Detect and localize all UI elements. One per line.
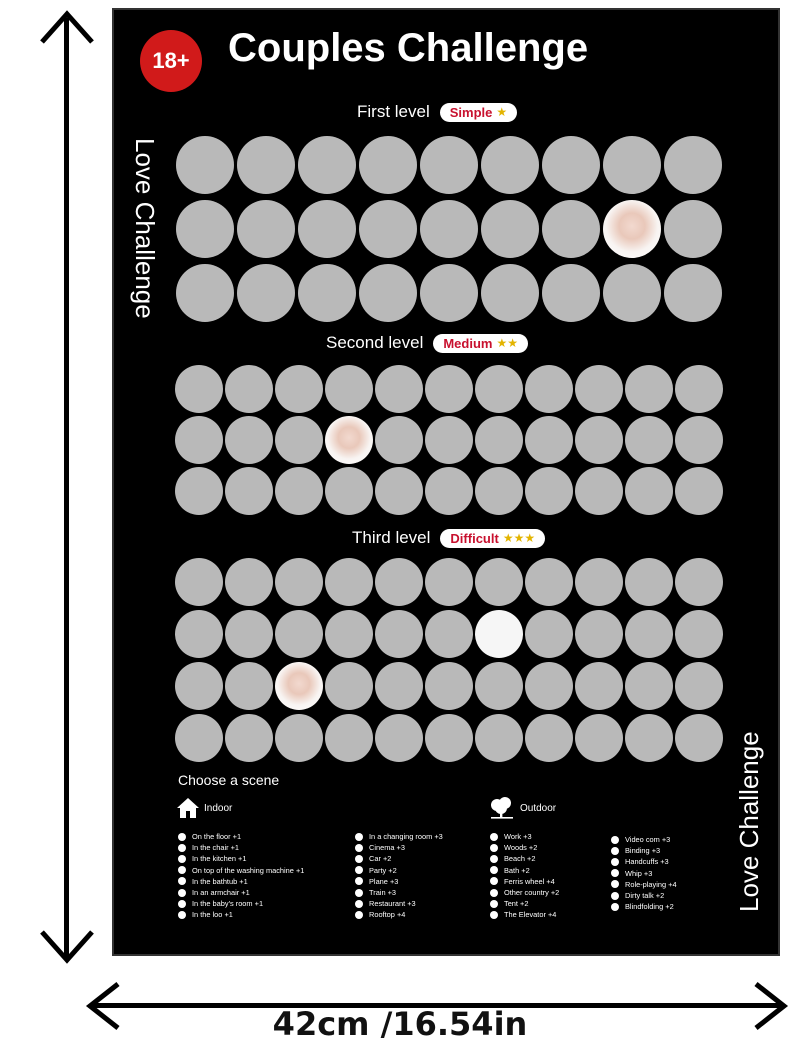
scene-item <box>355 898 443 909</box>
outdoor-list-1 <box>490 831 559 921</box>
scratch-circle[interactable] <box>175 662 223 710</box>
scene-item <box>490 876 559 887</box>
scratch-circle[interactable] <box>575 416 623 464</box>
side-text-left-label: Love Challenge <box>130 138 160 319</box>
scene-item <box>355 909 443 920</box>
checkbox-dot-icon <box>611 847 619 855</box>
checkbox-dot-icon <box>490 889 498 897</box>
scene-item <box>611 834 677 845</box>
scratch-circle[interactable] <box>225 416 273 464</box>
scratch-circle[interactable] <box>298 200 356 258</box>
checkbox-dot-icon <box>178 866 186 874</box>
scene-item-label: Whip +3 <box>625 868 653 878</box>
level-2-difficulty-pill <box>433 334 528 353</box>
scratch-circle[interactable] <box>425 416 473 464</box>
outdoor-list-2 <box>611 834 677 912</box>
indoor-heading <box>176 797 232 819</box>
scratch-circle[interactable] <box>603 264 661 322</box>
scratch-circle[interactable] <box>298 136 356 194</box>
indoor-label: Indoor <box>204 802 233 814</box>
scratch-circle[interactable] <box>225 365 273 413</box>
scratch-circle[interactable] <box>359 136 417 194</box>
scratch-circle[interactable] <box>420 264 478 322</box>
scratch-circle[interactable] <box>425 662 473 710</box>
scratch-circle[interactable] <box>225 714 273 762</box>
scene-item-label: Restaurant +3 <box>369 899 416 909</box>
scene-item-label: Tent +2 <box>504 899 529 909</box>
scene-item <box>178 831 304 842</box>
arrow-down-icon <box>38 928 96 968</box>
scene-item <box>611 845 677 856</box>
scene-item <box>490 865 559 876</box>
scratch-circle[interactable] <box>375 467 423 515</box>
checkbox-dot-icon <box>355 889 363 897</box>
scratch-circle[interactable] <box>575 714 623 762</box>
checkbox-dot-icon <box>355 911 363 919</box>
scratch-circle[interactable] <box>175 558 223 606</box>
scene-item-label: Dirty talk +2 <box>625 891 665 901</box>
scene-item-label: In an armchair +1 <box>192 888 250 898</box>
scene-item-label: Car +2 <box>369 854 392 864</box>
checkbox-dot-icon <box>611 858 619 866</box>
scene-item <box>490 853 559 864</box>
scratch-circle[interactable] <box>425 558 473 606</box>
scene-item <box>611 868 677 879</box>
scratch-circle[interactable] <box>420 136 478 194</box>
checkbox-dot-icon <box>611 836 619 844</box>
scratch-circle[interactable] <box>225 558 273 606</box>
scratch-circle[interactable] <box>675 610 723 658</box>
scene-item-label: Bath +2 <box>504 865 530 875</box>
level-3-difficulty-pill <box>440 529 545 548</box>
scene-item-label: On the floor +1 <box>192 832 242 842</box>
scratch-circle[interactable] <box>475 662 523 710</box>
level-1-difficulty-pill <box>440 103 517 122</box>
scene-item-label: In the bathtub +1 <box>192 876 248 886</box>
scratch-circle[interactable] <box>275 416 323 464</box>
checkbox-dot-icon <box>490 900 498 908</box>
poster-title: Couples Challenge <box>228 26 589 70</box>
scene-item-label: Work +3 <box>504 832 532 842</box>
scene-item-label: Party +2 <box>369 865 397 875</box>
scratch-circle[interactable] <box>325 558 373 606</box>
scratch-circle[interactable] <box>375 365 423 413</box>
scratch-circle[interactable] <box>625 558 673 606</box>
checkbox-dot-icon <box>490 844 498 852</box>
scratch-circle[interactable] <box>375 714 423 762</box>
scratch-circle[interactable] <box>542 200 600 258</box>
scratch-circle[interactable] <box>675 416 723 464</box>
scene-item-label: On top of the washing machine +1 <box>192 865 305 875</box>
scene-item <box>490 887 559 898</box>
checkbox-dot-icon <box>490 855 498 863</box>
level-1-heading <box>357 102 517 122</box>
scratch-circle[interactable] <box>525 610 573 658</box>
scratch-circle[interactable] <box>175 714 223 762</box>
checkbox-dot-icon <box>490 833 498 841</box>
scratch-circle[interactable] <box>237 264 295 322</box>
scene-item-label: In the baby's room +1 <box>192 899 264 909</box>
scratch-circle[interactable] <box>475 610 523 658</box>
scratch-circle[interactable] <box>475 558 523 606</box>
scratch-circle[interactable] <box>575 365 623 413</box>
scene-item <box>355 853 443 864</box>
scratch-circle[interactable] <box>575 610 623 658</box>
outdoor-label: Outdoor <box>520 802 557 814</box>
scratch-circle[interactable] <box>625 416 673 464</box>
scratch-circle[interactable] <box>675 662 723 710</box>
scratch-circle[interactable] <box>475 467 523 515</box>
indoor-list-2 <box>355 831 443 921</box>
checkbox-dot-icon <box>355 844 363 852</box>
scene-item <box>611 879 677 890</box>
scratch-circle[interactable] <box>481 200 539 258</box>
age-badge: 18+ <box>140 30 202 92</box>
scene-item-label: Plane +3 <box>369 876 399 886</box>
scratch-circle[interactable] <box>359 200 417 258</box>
level-1-stars: ★ <box>496 105 508 119</box>
scratch-circle[interactable] <box>525 558 573 606</box>
level-1-difficulty: Simple <box>449 104 493 120</box>
scene-item-label: Blindfolding +2 <box>625 902 674 912</box>
scratch-circle[interactable] <box>625 467 673 515</box>
checkbox-dot-icon <box>355 877 363 885</box>
scratch-circle[interactable] <box>603 200 661 258</box>
level-2-name: Second level <box>326 333 424 352</box>
scratch-circle[interactable] <box>298 264 356 322</box>
scratch-circle[interactable] <box>375 610 423 658</box>
scratch-circle[interactable] <box>325 467 373 515</box>
scratch-circle[interactable] <box>176 264 234 322</box>
scratch-circle[interactable] <box>664 200 722 258</box>
scratch-circle[interactable] <box>275 610 323 658</box>
scratch-circle[interactable] <box>542 264 600 322</box>
checkbox-dot-icon <box>611 892 619 900</box>
side-text-right-label: Love Challenge <box>734 731 764 912</box>
scene-item <box>355 876 443 887</box>
scene-item-label: Role-playing +4 <box>625 879 677 889</box>
scene-item <box>178 898 304 909</box>
checkbox-dot-icon <box>178 900 186 908</box>
scene-item-label: In the loo +1 <box>192 910 233 920</box>
scratch-circle[interactable] <box>237 136 295 194</box>
scratch-circle[interactable] <box>275 714 323 762</box>
level-3-name: Third level <box>352 528 431 547</box>
checkbox-dot-icon <box>611 903 619 911</box>
scratch-circle[interactable] <box>575 558 623 606</box>
scratch-circle[interactable] <box>225 610 273 658</box>
scene-item-label: The Elevator +4 <box>504 910 557 920</box>
scratch-circle[interactable] <box>675 558 723 606</box>
scratch-circle[interactable] <box>175 467 223 515</box>
scratch-circle[interactable] <box>475 416 523 464</box>
scratch-circle[interactable] <box>525 714 573 762</box>
scene-item-label: Handcuffs +3 <box>625 857 669 867</box>
scratch-circle[interactable] <box>176 136 234 194</box>
checkbox-dot-icon <box>178 889 186 897</box>
scratch-circle[interactable] <box>675 714 723 762</box>
scratch-circle[interactable] <box>475 365 523 413</box>
checkbox-dot-icon <box>355 866 363 874</box>
scratch-circle[interactable] <box>175 365 223 413</box>
checkbox-dot-icon <box>490 866 498 874</box>
scene-item <box>490 842 559 853</box>
indoor-list-1 <box>178 831 304 921</box>
scratch-circle[interactable] <box>325 714 373 762</box>
arrow-up-icon <box>38 6 96 46</box>
scratch-circle[interactable] <box>175 610 223 658</box>
scratch-circle[interactable] <box>359 264 417 322</box>
scratch-circle[interactable] <box>375 416 423 464</box>
scratch-circle[interactable] <box>525 365 573 413</box>
scene-item-label: In the kitchen +1 <box>192 854 247 864</box>
scratch-circle[interactable] <box>275 558 323 606</box>
scratch-circle[interactable] <box>275 365 323 413</box>
scene-item <box>178 876 304 887</box>
scene-item <box>611 890 677 901</box>
scratch-circle[interactable] <box>375 662 423 710</box>
scene-item <box>355 865 443 876</box>
scratch-circle[interactable] <box>525 467 573 515</box>
scene-item <box>611 901 677 912</box>
scratch-circle[interactable] <box>575 467 623 515</box>
scratch-circle[interactable] <box>675 467 723 515</box>
scene-item-label: Rooftop +4 <box>369 910 406 920</box>
level-3-heading <box>352 528 545 548</box>
outdoor-heading <box>488 797 556 819</box>
scene-title: Choose a scene <box>178 772 280 788</box>
checkbox-dot-icon <box>178 844 186 852</box>
level-2-heading <box>326 333 528 353</box>
checkbox-dot-icon <box>490 911 498 919</box>
scratch-circle[interactable] <box>664 264 722 322</box>
scratch-circle[interactable] <box>275 467 323 515</box>
scratch-circle[interactable] <box>325 365 373 413</box>
checkbox-dot-icon <box>178 911 186 919</box>
scratch-circle[interactable] <box>420 200 478 258</box>
scene-item <box>178 909 304 920</box>
scratch-circle[interactable] <box>475 714 523 762</box>
scratch-circle[interactable] <box>225 467 273 515</box>
scene-item <box>355 887 443 898</box>
scene-item <box>611 856 677 867</box>
scene-item-label: Cinema +3 <box>369 843 405 853</box>
house-icon <box>176 797 200 819</box>
scratch-circle[interactable] <box>525 662 573 710</box>
scratch-circle[interactable] <box>325 610 373 658</box>
scratch-circle[interactable] <box>237 200 295 258</box>
checkbox-dot-icon <box>490 877 498 885</box>
scene-item <box>490 831 559 842</box>
checkbox-dot-icon <box>178 833 186 841</box>
scene-item <box>178 887 304 898</box>
level-2-stars: ★★ <box>496 336 518 350</box>
scratch-circle[interactable] <box>542 136 600 194</box>
level-1-name: First level <box>357 102 430 121</box>
scratch-circle[interactable] <box>675 365 723 413</box>
scratch-circle[interactable] <box>325 416 373 464</box>
scratch-circle[interactable] <box>625 714 673 762</box>
scene-item <box>355 842 443 853</box>
scene-item-label: Binding +3 <box>625 846 661 856</box>
scratch-circle[interactable] <box>575 662 623 710</box>
scene-item <box>178 842 304 853</box>
scratch-circle[interactable] <box>325 662 373 710</box>
scratch-circle[interactable] <box>603 136 661 194</box>
scratch-circle[interactable] <box>425 365 473 413</box>
scene-item-label: Woods +2 <box>504 843 538 853</box>
scratch-circle[interactable] <box>481 136 539 194</box>
scene-item-label: Beach +2 <box>504 854 536 864</box>
scene-item-label: Video com +3 <box>625 835 671 845</box>
scratch-circle[interactable] <box>625 365 673 413</box>
checkbox-dot-icon <box>611 880 619 888</box>
checkbox-dot-icon <box>355 833 363 841</box>
level-2-difficulty: Medium <box>443 335 493 351</box>
scene-item-label: In a changing room +3 <box>369 832 443 842</box>
scratch-circle[interactable] <box>664 136 722 194</box>
scratch-circle[interactable] <box>175 416 223 464</box>
level-3-stars: ★★★ <box>502 531 536 545</box>
checkbox-dot-icon <box>178 877 186 885</box>
scene-item <box>178 865 304 876</box>
scratch-circle[interactable] <box>625 610 673 658</box>
level-3-difficulty: Difficult <box>450 530 499 546</box>
checkbox-dot-icon <box>355 900 363 908</box>
scratch-circle[interactable] <box>525 416 573 464</box>
scene-item-label: In the chair +1 <box>192 843 240 853</box>
checkbox-dot-icon <box>355 855 363 863</box>
scratch-circle[interactable] <box>481 264 539 322</box>
height-dimension-line <box>64 18 69 958</box>
checkbox-dot-icon <box>611 869 619 877</box>
width-dimension-label: 42cm /16.54in <box>272 1005 528 1043</box>
scratch-circle[interactable] <box>176 200 234 258</box>
scene-item <box>490 898 559 909</box>
scene-item-label: Other country +2 <box>504 888 560 898</box>
scene-item-label: Train +3 <box>369 888 397 898</box>
checkbox-dot-icon <box>178 855 186 863</box>
tree-icon <box>488 797 516 819</box>
scratch-circle[interactable] <box>375 558 423 606</box>
scene-item <box>490 909 559 920</box>
scene-item-label: Ferris wheel +4 <box>504 876 555 886</box>
scratch-circle[interactable] <box>425 467 473 515</box>
scratch-circle[interactable] <box>225 662 273 710</box>
scratch-circle[interactable] <box>275 662 323 710</box>
scratch-circle[interactable] <box>425 610 473 658</box>
scene-item <box>355 831 443 842</box>
scene-item <box>178 853 304 864</box>
scratch-circle[interactable] <box>425 714 473 762</box>
scratch-circle[interactable] <box>625 662 673 710</box>
